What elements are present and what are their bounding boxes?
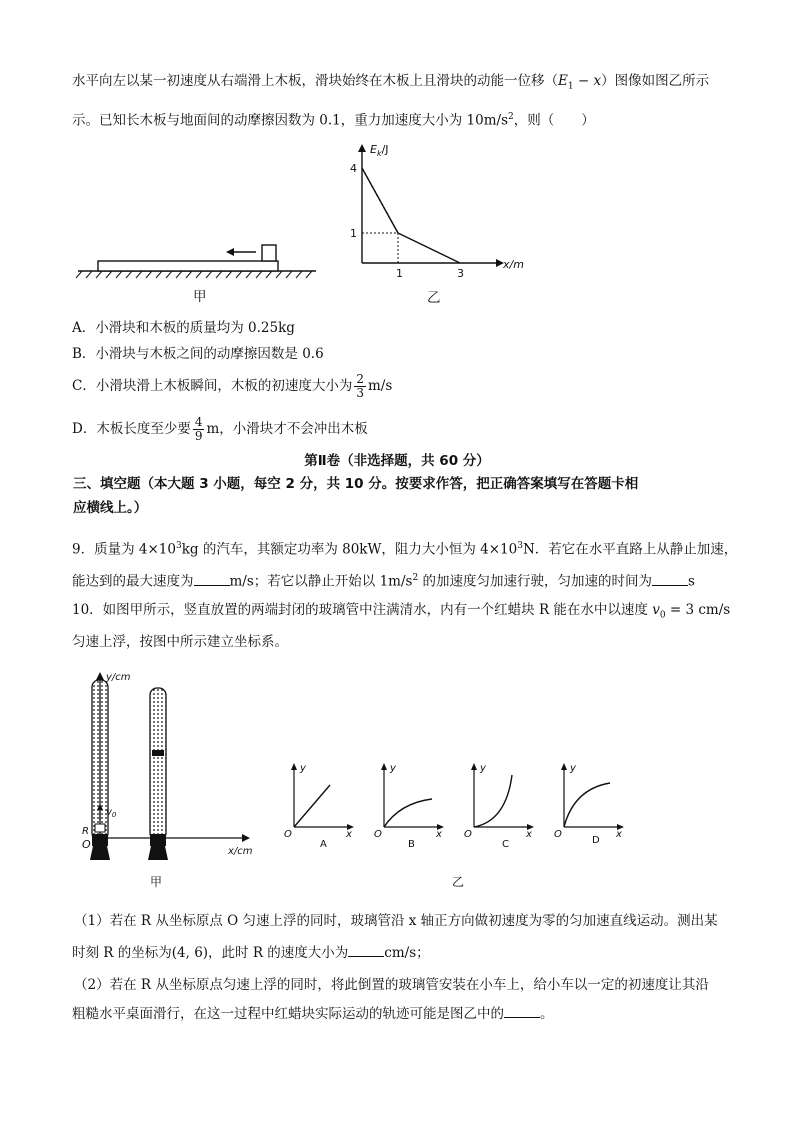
tube-fig-caption: 甲 (150, 875, 163, 889)
slider-block (262, 245, 276, 261)
glass-tube-figure (60, 660, 290, 875)
svg-text:x: x (616, 829, 622, 840)
answer-blank-vmax[interactable] (194, 571, 230, 586)
svg-text:O: O (284, 829, 292, 840)
jia-x-label: x/cm (228, 846, 253, 857)
graph-d (554, 763, 624, 846)
right-glass-tube (150, 688, 166, 840)
y-axis-label: $E_k/J$ (370, 143, 389, 158)
ek-x-graph (340, 138, 540, 283)
svg-text:B: B (408, 839, 415, 850)
svg-text:y: y (480, 763, 486, 774)
section-heading-2: 应横线上。） (73, 500, 148, 516)
red-wax-block (95, 824, 105, 832)
section-title: 第Ⅱ卷（非选择题，共 60 分） (304, 453, 490, 469)
p10-line1: 10．如图甲所示，竖直放置的两端封闭的玻璃管中注满清水，内有一个红蜡块 R 能在水中以速度 $v_0 = 3$ cm/s (72, 602, 731, 621)
answer-blank-trajectory[interactable] (504, 1003, 540, 1018)
x-tick-3: 3 (457, 267, 464, 280)
fig-yi-caption: 乙 (427, 290, 441, 306)
svg-text:y: y (570, 763, 576, 774)
q2-line2: 粗糙水平桌面滑行，在这一过程中红蜡块实际运动的轨迹可能是图乙中的 。 (72, 1003, 554, 1024)
p9-line1: 9．质量为 $4\times 10^3kg$ 的汽车，其额定功率为 80kW，阻力大小恒为 $4\times 10^3N$．若它在水平直路上从静止加速， (72, 541, 738, 558)
option-a: A．小滑块和木板的质量均为 0.25kg (72, 320, 295, 336)
answer-blank-speed[interactable] (348, 942, 384, 957)
fig-jia-caption: 甲 (193, 289, 207, 305)
p10-line2: 匀速上浮，按图中所示建立坐标系。 (72, 634, 288, 650)
section-heading-1: 三、填空题（本大题 3 小题，每空 2 分，共 10 分。按要求作答，把正确答案填写在答题卡相 (73, 476, 639, 492)
option-b: B．小滑块与木板之间的动摩擦因数是 0.6 (72, 346, 324, 362)
answer-blank-time[interactable] (652, 571, 688, 586)
svg-text:O: O (374, 829, 382, 840)
svg-text:C: C (502, 839, 509, 850)
svg-text:D: D (592, 835, 600, 846)
svg-text:y: y (390, 763, 396, 774)
svg-text:O: O (554, 829, 562, 840)
option-d: D．木板长度至少要 $\frac{4}{9}$ m，小滑块才不会冲出木板 (72, 415, 368, 443)
graph-b (374, 763, 444, 850)
p8-line2: 示。已知长木板与地面间的动摩擦因数为 0.1，重力加速度大小为 $10m/s^2$，则（ ） (72, 112, 595, 129)
q2-line1: （2）若在 R 从坐标原点匀速上浮的同时，将此倒置的玻璃管安装在小车上，给小车以一定的初速度让其沿 (74, 977, 709, 993)
svg-text:A: A (320, 839, 327, 850)
q1-line2: 时刻 R 的坐标为(4, 6)，此时 R 的速度大小为 cm/s； (72, 942, 430, 963)
jia-block-label: R (82, 826, 89, 837)
option-c: C．小滑块滑上木板瞬间，木板的初速度大小为 $\frac{2}{3}$ m/s (72, 372, 393, 400)
graph-c (464, 763, 534, 850)
x-tick-1: 1 (396, 267, 403, 280)
y-tick-1: 1 (350, 227, 357, 240)
q1-line1: （1）若在 R 从坐标原点 O 匀速上浮的同时，玻璃管沿 x 轴正方向做初速度为零的匀加速直线运动。测出某 (74, 913, 718, 929)
jia-y-label: y/cm (106, 672, 131, 683)
jia-velocity-label: $v_0$ (106, 807, 117, 819)
y-tick-4: 4 (350, 162, 357, 175)
jia-origin: O (82, 838, 91, 851)
svg-text:x: x (526, 829, 532, 840)
long-board (98, 261, 278, 271)
trajectory-fig-caption: 乙 (452, 875, 465, 889)
p8-line1: 水平向左以某一初速度从右端滑上木板，滑块始终在木板上且滑块的动能一位移$(E_1 - x)$图像如图乙所示 (72, 73, 710, 92)
svg-text:O: O (464, 829, 472, 840)
svg-text:x: x (436, 829, 442, 840)
trajectory-graphs (280, 755, 640, 855)
x-axis-label: x/m (503, 258, 524, 271)
svg-text:x: x (346, 829, 352, 840)
p9-line2: 能达到的最大速度为 m/s；若它以静止开始以 $1m/s^2$ 的加速度匀加速行驶，匀加速的时间为 s (72, 568, 695, 592)
svg-text:y: y (300, 763, 306, 774)
fraction-2-3: $\frac{2}{3}$ (356, 372, 364, 400)
fraction-4-9: $\frac{4}{9}$ (194, 415, 203, 443)
graph-a (284, 763, 354, 850)
